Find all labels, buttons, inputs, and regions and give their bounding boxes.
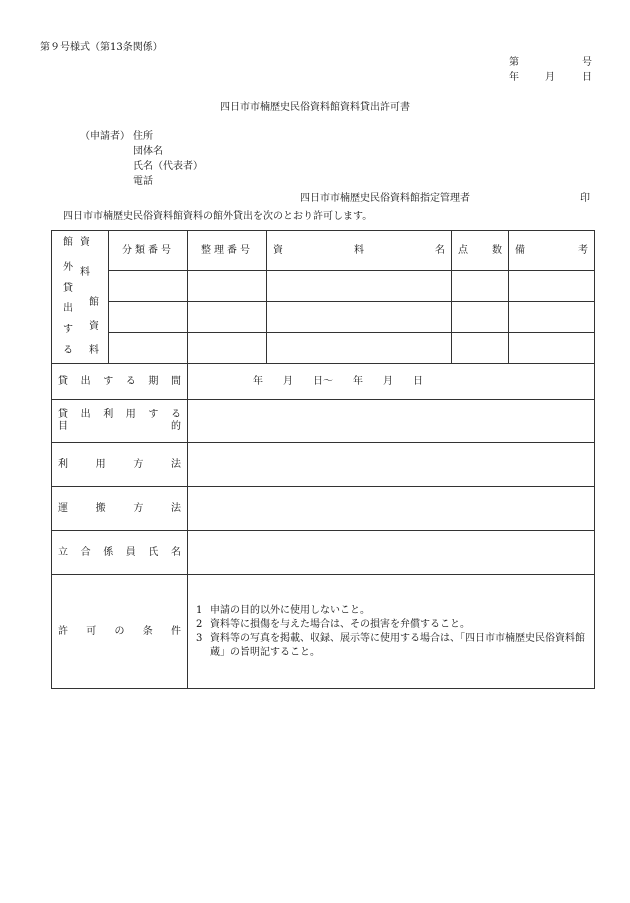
witness-staff-value[interactable]	[188, 531, 595, 575]
permit-conditions-label-char: の	[114, 625, 125, 637]
material-cell[interactable]	[509, 302, 595, 333]
usage-method-label	[52, 443, 188, 487]
vertical-char: 貸	[63, 283, 73, 294]
condition-item	[196, 632, 588, 660]
permit-conditions-label-char: 条	[142, 625, 153, 637]
date-month-label: 月	[545, 72, 555, 83]
condition-text: 申請の目的以外に使用しないこと。	[210, 604, 370, 616]
header-char: 点	[458, 244, 468, 256]
header-char: 料	[354, 244, 364, 256]
header-count	[452, 231, 509, 271]
seal-mark: 印	[580, 193, 590, 204]
usage-method-label-char: 利	[58, 458, 68, 470]
lending-period-date-range: 年 月 日～ 年 月 日	[253, 375, 423, 387]
purpose-char: す	[148, 409, 159, 420]
material-cell[interactable]	[109, 302, 188, 333]
lending-period-label-char: す	[103, 375, 114, 387]
condition-item	[196, 604, 588, 618]
vertical-char: 資	[80, 237, 90, 248]
usage-method-label-char: 法	[170, 458, 181, 470]
witness-staff-label-char: 氏	[148, 546, 159, 558]
material-cell[interactable]	[109, 333, 188, 364]
condition-item	[196, 618, 588, 632]
material-cell[interactable]	[267, 302, 452, 333]
material-cell[interactable]	[267, 271, 452, 302]
date-year-label: 年	[509, 72, 519, 83]
purpose-char: 目	[58, 421, 68, 432]
vertical-char: 資	[89, 321, 99, 332]
purpose-char: 貸	[58, 409, 68, 420]
purpose-char: 出	[80, 409, 91, 420]
vertical-char: 出	[63, 303, 73, 314]
condition-text: 資料等の写真を掲載、収録、展示等に使用する場合は、「四日市市楠歴史民俗資料館蔵」の旨明記すること。	[210, 632, 585, 658]
purpose-char: る	[170, 409, 181, 420]
material-cell[interactable]	[509, 333, 595, 364]
permit-conditions-value	[188, 575, 595, 689]
date-day-label: 日	[582, 72, 592, 83]
lending-period-value[interactable]	[188, 364, 595, 400]
witness-staff-label-char: 員	[125, 546, 136, 558]
lending-period-label-char: 間	[170, 375, 181, 387]
document-number-prefix: 第	[509, 57, 519, 68]
witness-staff-label	[52, 531, 188, 575]
transport-method-value[interactable]	[188, 487, 595, 531]
material-cell[interactable]	[452, 271, 509, 302]
lending-purpose-label	[52, 400, 188, 443]
header-material-name	[267, 231, 452, 271]
permit-conditions-label-char: 件	[171, 625, 181, 637]
permit-conditions-label	[52, 575, 188, 689]
transport-method-label-char: 法	[170, 502, 181, 514]
transport-method-label	[52, 487, 188, 531]
address-field-label: 住所	[133, 131, 153, 142]
header-char: 数	[492, 244, 502, 256]
header-char: 資	[273, 244, 283, 256]
form-number: 第９号様式（第13条関係）	[40, 42, 163, 53]
condition-number: 1	[196, 604, 203, 616]
vertical-char: 料	[80, 267, 90, 278]
document-number-suffix: 号	[582, 57, 592, 68]
header-category-number: 分類番号	[109, 231, 188, 271]
lending-materials-label	[52, 231, 109, 364]
material-cell[interactable]	[509, 271, 595, 302]
condition-text: 資料等に損傷を与えた場合は、その損害を弁償すること。	[210, 618, 470, 630]
material-cell[interactable]	[452, 302, 509, 333]
lending-period-label-char: 貸	[58, 375, 68, 387]
witness-staff-label-char: 名	[170, 546, 181, 558]
representative-name-field-label: 氏名（代表者）	[133, 161, 203, 172]
header-char: 名	[435, 244, 445, 256]
purpose-char: 用	[125, 409, 136, 420]
usage-method-value[interactable]	[188, 443, 595, 487]
group-name-field-label: 団体名	[133, 146, 163, 157]
witness-staff-label-char: 立	[58, 546, 68, 558]
material-cell[interactable]	[452, 333, 509, 364]
transport-method-label-char: 運	[58, 502, 68, 514]
witness-staff-label-char: 合	[80, 546, 91, 558]
usage-method-label-char: 用	[95, 458, 106, 470]
material-cell[interactable]	[188, 333, 267, 364]
lending-period-label	[52, 364, 188, 400]
document-title: 四日市市楠歴史民俗資料館資料貸出許可書	[220, 102, 410, 113]
transport-method-label-char: 方	[133, 502, 144, 514]
material-cell[interactable]	[267, 333, 452, 364]
lending-period-label-char: 出	[80, 375, 91, 387]
witness-staff-label-char: 係	[103, 546, 114, 558]
purpose-char: 利	[103, 409, 114, 420]
permit-table	[51, 230, 595, 689]
phone-field-label: 電話	[133, 176, 153, 187]
lending-purpose-value[interactable]	[188, 400, 595, 443]
purpose-char: 的	[171, 421, 181, 432]
vertical-char: 館	[63, 237, 73, 248]
material-cell[interactable]	[109, 271, 188, 302]
vertical-char: す	[63, 324, 73, 335]
header-remarks	[509, 231, 595, 271]
vertical-char: る	[63, 345, 73, 356]
issuer-manager: 四日市市楠歴史民俗資料館指定管理者	[300, 193, 470, 204]
lending-period-label-char: る	[125, 375, 136, 387]
material-cell[interactable]	[188, 271, 267, 302]
condition-number: 3	[196, 632, 203, 644]
header-char: 考	[578, 244, 588, 256]
lending-period-label-char: 期	[148, 375, 159, 387]
vertical-char: 料	[89, 345, 99, 356]
header-char: 備	[515, 244, 525, 256]
condition-number: 2	[196, 618, 203, 630]
permit-statement: 四日市市楠歴史民俗資料館資料の館外貸出を次のとおり許可します。	[63, 211, 373, 222]
vertical-char: 館	[89, 297, 99, 308]
usage-method-label-char: 方	[133, 458, 144, 470]
permit-conditions-label-char: 許	[58, 625, 68, 637]
transport-method-label-char: 搬	[95, 502, 106, 514]
applicant-label: （申請者）	[80, 131, 130, 142]
permit-conditions-label-char: 可	[86, 625, 97, 637]
material-cell[interactable]	[188, 302, 267, 333]
header-registration-number: 整理番号	[188, 231, 267, 271]
vertical-char: 外	[63, 262, 73, 273]
